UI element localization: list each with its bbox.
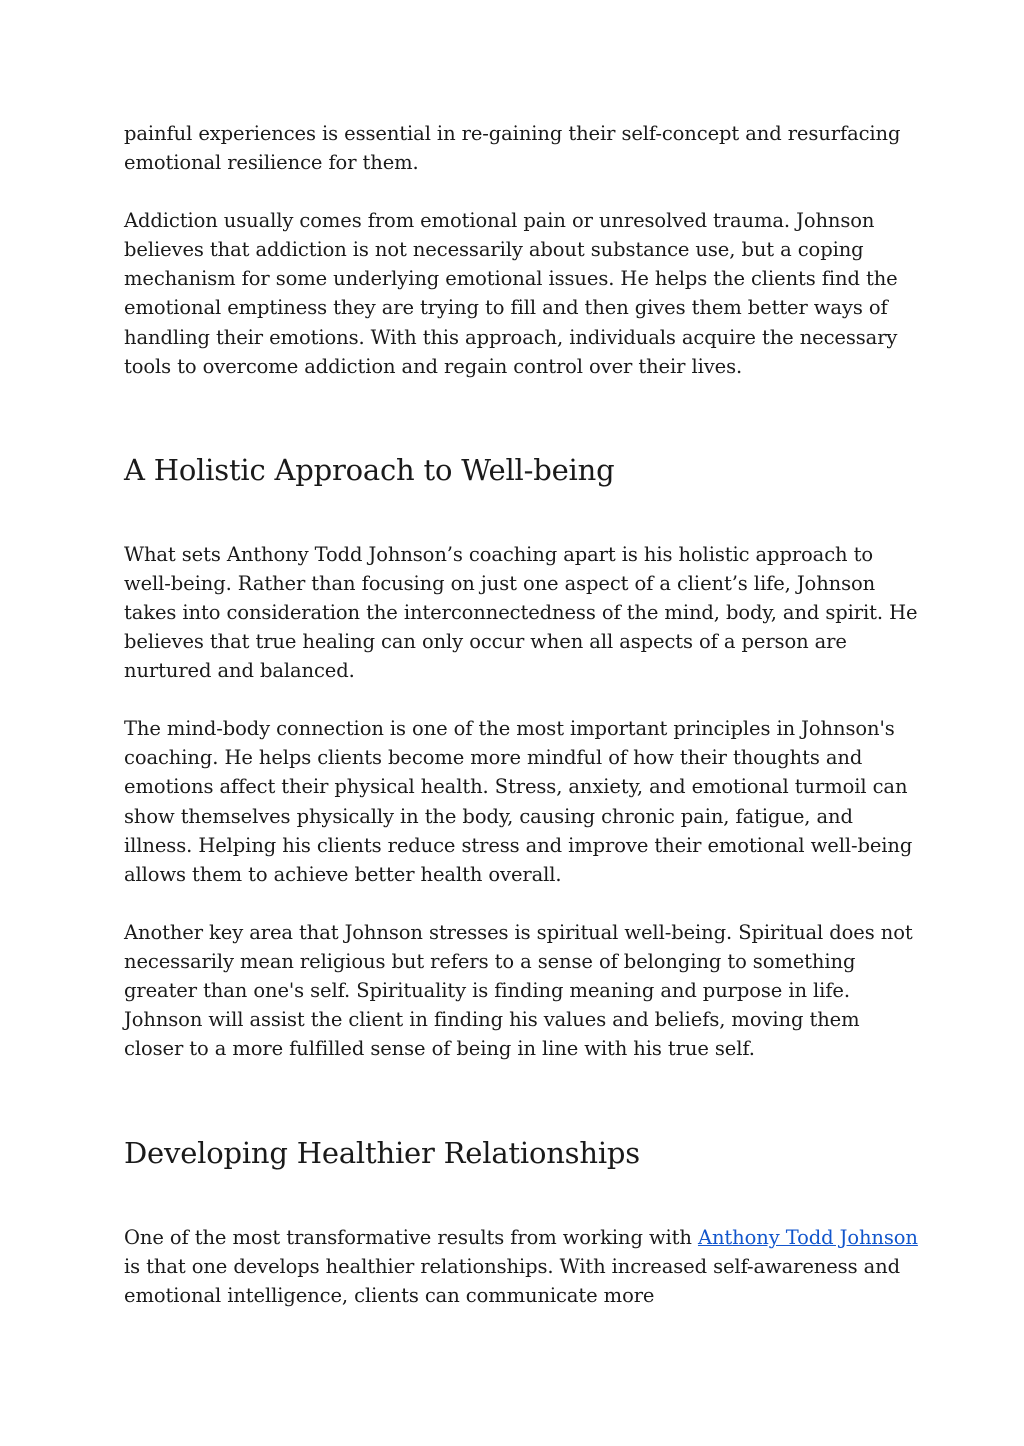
paragraph-relationships-1 [124,1223,924,1310]
document-page [124,119,924,1311]
paragraph-intro-2: Addiction usually comes from emotional pain or unresolved trauma. Johnson believes that addiction is not necessarily about substance use, but a coping mechanism for some underlying emotional issues. He helps the clients find the emotional emptiness they are trying to fill and then gives them better ways of handling their emotions. With this approach, individuals acquire the necessary tools to overcome addiction and regain control over their lives. [124,209,898,378]
paragraph-holistic-2: The mind-body connection is one of the most important principles in Johnson's coaching. He helps clients become more mindful of how their thoughts and emotions affect their physical health. Stress, anxiety, and emotional turmoil can show themselves physically in the body, causing chronic pain, fatigue, and illness. Helping his clients reduce stress and improve their emotional well-being allows them to achieve better health overall. [124,717,913,886]
paragraph-intro-1: painful experiences is essential in re-gaining their self-concept and resurfacing emotional resilience for them. [124,122,901,175]
heading-holistic-approach: A Holistic Approach to Well-being [124,452,615,487]
heading-healthier-relationships: Developing Healthier Relationships [124,1136,640,1171]
anthony-todd-johnson-link[interactable]: Anthony Todd Johnson [697,1226,918,1250]
paragraph-text-after-link: is that one develops healthier relationships. With increased self-awareness and emotional intelligence, clients can communicate more [124,1255,900,1308]
paragraph-holistic-1: What sets Anthony Todd Johnson’s coaching apart is his holistic approach to well-being. Rather than focusing on just one aspect of a client’s life, Johnson takes into consideration the interconnectedness of the mind, body, and spirit. He believes that true healing can only occur when all aspects of a person are nurtured and balanced. [124,542,918,683]
paragraph-text-before-link: One of the most transformative results from working with [124,1226,698,1250]
paragraph-holistic-3: Another key area that Johnson stresses is spiritual well-being. Spiritual does not necessarily mean religious but refers to a sense of belonging to something greater than one's self. Spirituality is finding meaning and purpose in life. Johnson will assist the client in finding his values and beliefs, moving them closer to a more fulfilled sense of being in line with his true self. [124,920,913,1061]
